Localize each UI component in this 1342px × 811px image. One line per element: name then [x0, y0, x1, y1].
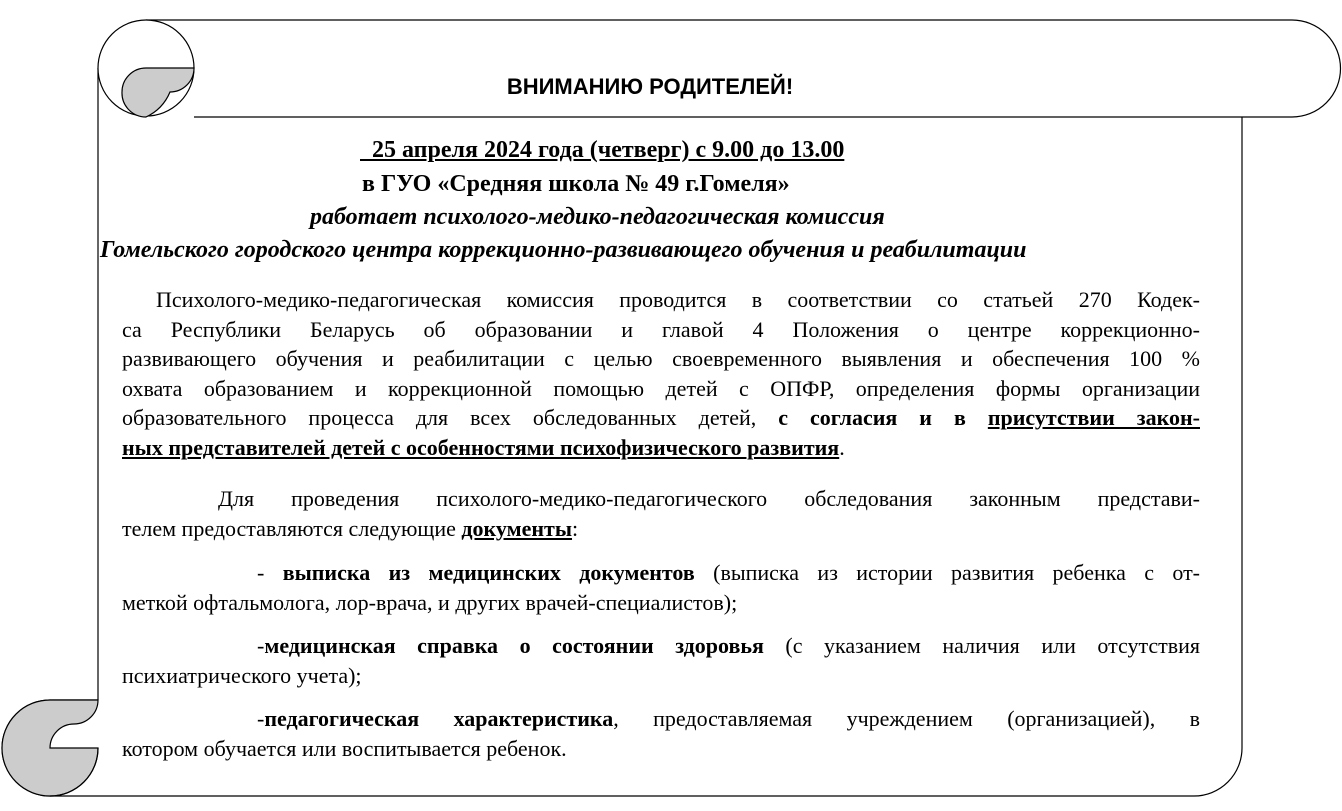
intro-line-2: са Республики Беларусь об образовании и главой 4 Положения о центре коррекционно-	[122, 316, 1200, 342]
item-3-desc: , предоставляемая учреждением (организацией), в	[613, 706, 1201, 731]
intro-line-1: Психолого-медико-педагогическая комиссия проводится в соответствии со статьей 270 Кодек-	[156, 287, 1200, 312]
item-3-dash: -	[257, 706, 265, 731]
item-2-title: медицинская справка о состоянии здоровья	[264, 633, 764, 658]
center-line: Гомельского городского центра коррекционно-развивающего обучения и реабилитации	[100, 237, 1027, 263]
item-2-line-1	[122, 631, 1200, 661]
documents-keyword: документы	[461, 515, 573, 541]
intro-line-5	[122, 403, 1200, 433]
item-3-title: педагогическая характеристика	[264, 706, 614, 731]
intro-line-5-text: образовательного процесса для всех обследованных детей,	[122, 405, 779, 430]
documents-intro-text: телем предоставляются следующие	[122, 515, 462, 541]
intro-line-6	[122, 433, 1200, 463]
item-medical-extract	[122, 558, 1200, 617]
commission-line: работает психолого-медико-педагогическая комиссия	[310, 204, 885, 230]
item-1-desc: (выписка из истории развития ребенка с от-	[694, 560, 1201, 585]
intro-paragraph	[122, 285, 1200, 462]
intro-period: .	[839, 434, 845, 460]
item-3-line-1	[122, 704, 1200, 734]
item-1-line-1	[122, 558, 1200, 588]
date-line: 25 апреля 2024 года (четверг) с 9.00 до 13.00	[360, 137, 845, 163]
intro-representatives-text: ных представителей детей с особенностями психофизического развития	[122, 434, 840, 460]
school-line: в ГУО «Средняя школа № 49 г.Гомеля»	[362, 171, 790, 197]
documents-line-1: Для проведения психолого-медико-педагогического обследования законным представи-	[218, 486, 1200, 511]
intro-presence-text: присутствии закон-	[987, 405, 1200, 430]
item-2-line-2: психиатрического учета);	[122, 662, 362, 688]
scroll-top-roll	[146, 20, 1340, 117]
item-1-title: выписка из медицинских документов	[282, 560, 695, 585]
item-2-dash: -	[257, 633, 265, 658]
item-health-certificate	[122, 631, 1200, 690]
documents-line-2	[122, 514, 1200, 544]
item-3-line-2: котором обучается или воспитывается ребенок.	[122, 735, 567, 761]
item-1-dash: -	[257, 560, 283, 585]
item-2-desc: (с указанием наличия или отсутствия	[763, 633, 1200, 658]
item-pedagogical-reference	[122, 704, 1200, 763]
page-heading: ВНИМАНИЮ РОДИТЕЛЕЙ!	[506, 74, 794, 99]
item-1-line-2: меткой офтальмолога, лор-врача, и других врачей-специалистов);	[122, 589, 738, 615]
intro-line-4: охвата образованием и коррекционной помощью детей с ОПФР, определения формы организации	[122, 375, 1200, 401]
documents-paragraph	[122, 484, 1200, 543]
documents-colon: :	[572, 515, 579, 541]
intro-consent-text: с согласия и в	[778, 405, 988, 430]
intro-line-3: развивающего обучения и реабилитации с целью своевременного выявления и обеспечения 100 %	[122, 346, 1200, 371]
